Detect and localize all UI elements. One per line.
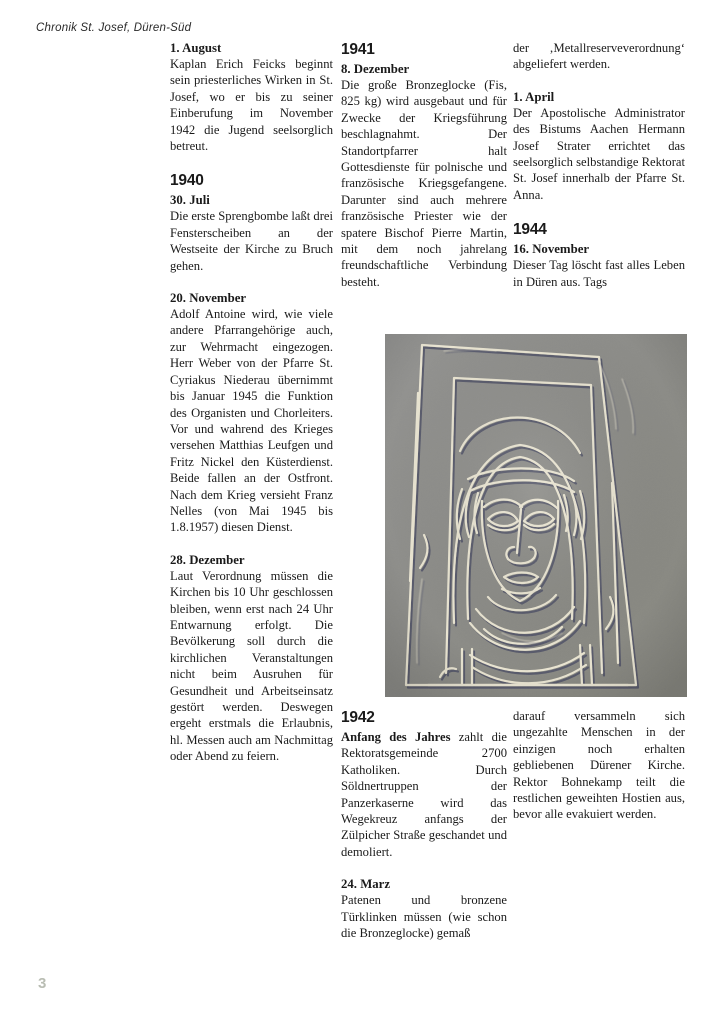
text-column-2-lower (341, 708, 507, 941)
running-head: Chronik St. Josef, Düren-Süd (36, 22, 192, 34)
text-column-2-upper (341, 40, 507, 290)
entry-body-anfang-des-jahres: zahlt die Rektoratsgemeinde 2700 Katholiken. Durch Söldnertruppen der Panzerkaserne wird das Wegekreuz anfangs der Zülpicher Straße geschandet und demoliert. (341, 730, 507, 859)
year-heading-1942: 1942 (341, 709, 375, 726)
entry-date-1-april: 1. April (513, 89, 555, 104)
year-heading-1944: 1944 (513, 221, 547, 239)
entry-text-anfang-des-jahres (341, 729, 507, 860)
entry-text-1-august: Kaplan Erich Feicks beginnt sein priesterliches Wirken in St. Josef, wo er bis zu seiner Einberufung im November 1942 die Jugend seelsorglich betreut. (170, 57, 333, 154)
text-column-1 (170, 40, 333, 765)
year-heading-1941: 1941 (341, 41, 375, 58)
relief-figure-svg (385, 334, 687, 697)
relief-figure-veiled-face (385, 334, 687, 697)
entry-date-24-marz: 24. Marz (341, 877, 391, 892)
text-column-3-lower (513, 708, 685, 823)
entry-lead-anfang-des-jahres: Anfang des Jahres (341, 730, 451, 744)
text-column-3-upper (513, 40, 685, 290)
entry-text-30-juli: Die erste Sprengbombe laßt drei Fensterscheiben an der Westseite der Kirche zu Bruch gehen. (170, 209, 333, 273)
entry-text-1-april: Der Apostolische Administrator des Bistums Aachen Hermann Josef Strater errichtet das seelsorglich selbstandige Rektorat St. Josef innerhalb der Pfarre St. Anna. (513, 105, 685, 202)
entry-text-28-dezember: Laut Verordnung müssen die Kirchen bis 10 Uhr geschlossen bleiben, wenn erst nach 24 Uhr Entwarnung erfolgt. Die Bevölkerung soll durch die kirchlichen Veranstaltungen nicht beim Ausruhen für Gesundheit und Arbeitseinsatz gestört werden. Deswegen ergeht erstmals die Erlaubnis, hl. Messen auch am Nachmittag oder Abend zu feiern. (170, 568, 333, 764)
entry-date-30-juli: 30. Juli (170, 193, 210, 208)
entry-text-24-marz: Patenen und bronzene Türklinken müssen (wie schon die Bronzeglocke) gemaß (341, 893, 507, 941)
relief-vignette (385, 334, 687, 697)
entry-text-16-november: Dieser Tag löscht fast alles Leben in Düren aus. Tags (513, 258, 685, 289)
entry-text-metallreserveverordnung: der ‚Metallreserveverordnung‘ abgeliefert werden. (513, 41, 685, 72)
entry-text-16-november-continued: darauf versammeln sich ungezahlte Menschen in der einzigen noch erhalten gebliebenen Dürener Kirche. Rektor Bohnekamp teilt die restlichen geweihten Hostien aus, bevor alle evakuiert werden. (513, 709, 685, 822)
entry-date-8-dezember: 8. Dezember (341, 62, 410, 76)
entry-text-8-dezember: Die große Bronzeglocke (Fis, 825 kg) wird ausgebaut und für Zwecke der Kriegsführung beschlagnahmt. Der Standortpfarrer halt Gottesdienste für polnische und französische Kriegsgefangene. Darunter sind auch mehrere französische Priester wie der spatere Bischof Pierre Martin, mit dem noch jahrelang freundschaftliche Verbindung besteht. (341, 78, 507, 289)
year-heading-1940: 1940 (170, 172, 204, 190)
entry-text-20-november: Adolf Antoine wird, wie viele andere Pfarrangehörige auch, zur Wehrmacht eingezogen. Herr Weber von der Pfarre St. Cyriakus Niederau übernimmt bis Januar 1945 die Funktion des Organisten und Chorleiters. Vor und wahrend des Krieges versehen Matthias Leufgen und Fritz Nickel den Küsterdienst. Beide fallen an der Ostfront. Nach dem Krieg versieht Franz Nelles (von Mai 1945 bis 1.8.1957) diesen Dienst. (170, 307, 333, 535)
page-number: 3 (38, 975, 47, 992)
entry-date-1-august: 1. August (170, 41, 222, 55)
entry-date-16-november: 16. November (513, 242, 590, 257)
entry-date-20-november: 20. November (170, 291, 247, 306)
entry-date-28-dezember: 28. Dezember (170, 552, 245, 567)
